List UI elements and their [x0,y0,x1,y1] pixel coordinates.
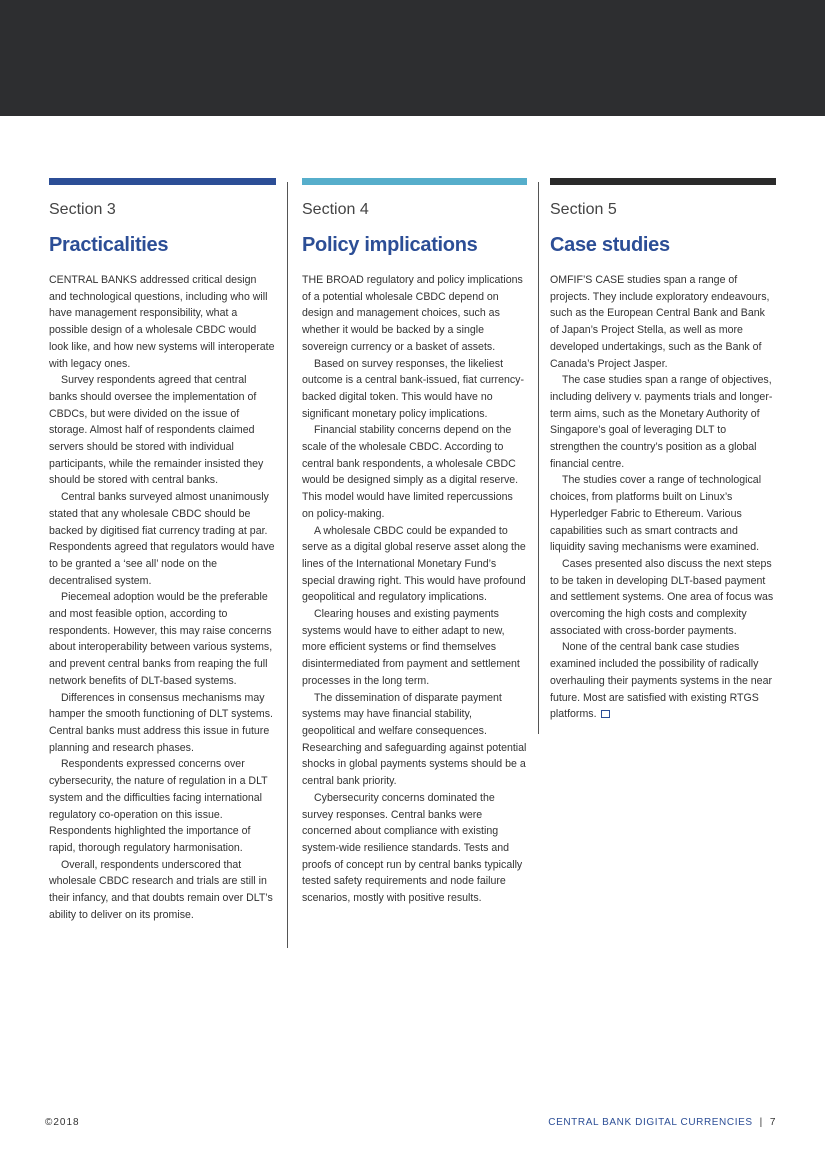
paragraph: Financial stability concerns depend on the scale of the wholesale CBDC. According to central bank respondents, a wholesale CBDC would be designed simply as a digital reserve. This model would have limited repercussions on policy-making. [302,424,519,520]
publication-title: CENTRAL BANK DIGITAL CURRENCIES [548,1117,753,1128]
column-divider [538,182,539,734]
paragraph: Overall, respondents underscored that wholesale CBDC research and trials are still in their infancy, and that doubts remain over DLT’s ability to deliver on its promise. [49,858,273,921]
paragraph: Differences in consensus mechanisms may hamper the smooth functioning of DLT systems. Central banks must address this issue in future planning and research phases. [49,691,273,754]
section-3-color-bar [49,178,276,185]
section-4-body [302,272,527,907]
paragraph: CENTRAL BANKS addressed critical design and technological questions, including who will have management responsibility, what a possible design of a wholesale CBDC would look like, and how new systems will interoperate with legacy ones. [49,274,275,370]
paragraph: A wholesale CBDC could be expanded to serve as a digital global reserve asset along the lines of the International Monetary Fund’s special drawing right. This would have profound geopolitical and regulatory implications. [302,524,526,604]
header-band [0,0,825,116]
paragraph: THE BROAD regulatory and policy implications of a potential wholesale CBDC depend on design and management choices, such as whether it would be backed by a single sovereign currency or a basket of assets. [302,274,523,353]
paragraph: Survey respondents agreed that central banks should oversee the implementation of CBDCs, but were divided on the issue of storage. Almost half of respondents claimed servers should be stored with individual participants, while the remainder insisted they should be stored with central banks. [49,374,264,487]
paragraph: Based on survey responses, the likeliest outcome is a central bank-issued, fiat currency-backed digital token. This would have no significant monetary policy implications. [302,357,524,420]
paragraph-text: None of the central bank case studies examined included the possibility of radically overhauling their payments systems in the near future. Most are satisfied with existing RTGS platforms. [550,641,772,721]
section-4-label: Section 4 [302,201,369,218]
page-number: 7 [769,1117,776,1128]
paragraph: The case studies span a range of objectives, including delivery v. payments trials and longer-term aims, such as the Monetary Authority of Singapore’s goal of leveraging DLT to strengthen the country’s position as a global financial centre. [550,374,773,470]
paragraph: Cases presented also discuss the next steps to be taken in developing DLT-based payment and settlement systems. One area of focus was overcoming the high costs and complexity associated with cross-border payments. [550,557,774,637]
paragraph: Respondents expressed concerns over cybersecurity, the nature of regulation in a DLT system and the difficulties facing international regulatory co-operation on this issue. Respondents highlighted the importance of rapid, thorough regulatory harmonisation. [49,758,268,854]
end-of-article-icon [601,710,610,718]
paragraph: OMFIF’S CASE studies span a range of projects. They include exploratory endeavours, such as the European Central Bank and Bank of Japan’s Project Stella, as well as more developed undertakings, such as the Bank of Canada’s Project Jasper. [550,274,770,370]
section-3-label: Section 3 [49,201,116,218]
paragraph: The dissemination of disparate payment systems may have financial stability, geopolitical and welfare consequences. Researching and safeguarding against potential shocks in global payments systems should be a central bank priority. [302,691,527,788]
paragraph: Clearing houses and existing payments systems would have to either adapt to new, more efficient systems or find themselves disintermediated from payment and settlement processes in the long term. [302,608,520,687]
paragraph: Piecemeal adoption would be the preferable and most feasible option, according to respondents. However, this may raise concerns about interoperability between various systems, and prevent central banks from reaping the full network benefits of DLT-based systems. [49,591,273,687]
paragraph: The studies cover a range of technological choices, from platforms built on Linux’s Hyperledger Fabric to Ethereum. Various capabilities such as smart contracts and liquidity saving mechanisms were examined. [550,474,762,554]
section-3-body [49,272,276,923]
section-5-column [550,178,776,723]
section-3-title: Practicalities [49,234,169,256]
column-divider [287,182,288,948]
footer-publication [548,1117,776,1128]
section-4-color-bar [302,178,527,185]
footer-separator: | [759,1117,763,1128]
section-4-column [302,178,527,907]
section-5-body [550,272,776,723]
section-4-title: Policy implications [302,234,478,256]
section-3-column [49,178,276,923]
paragraph [550,639,776,723]
section-5-title: Case studies [550,234,670,256]
paragraph: Central banks surveyed almost unanimously stated that any wholesale CBDC should be backed by digitised fiat currency trading at par. Respondents agreed that regulators would have to be granted a ‘see all’ node on the decentralised system. [49,491,275,587]
section-5-color-bar [550,178,776,185]
paragraph: Cybersecurity concerns dominated the survey responses. Central banks were concerned about compliance with existing system-wide resilience standards. Tests and proofs of concept run by central banks typically tested safety requirements and node failure scenarios, mostly with positive results. [302,791,523,905]
footer-copyright: ©2018 [45,1117,80,1128]
section-5-label: Section 5 [550,201,617,218]
